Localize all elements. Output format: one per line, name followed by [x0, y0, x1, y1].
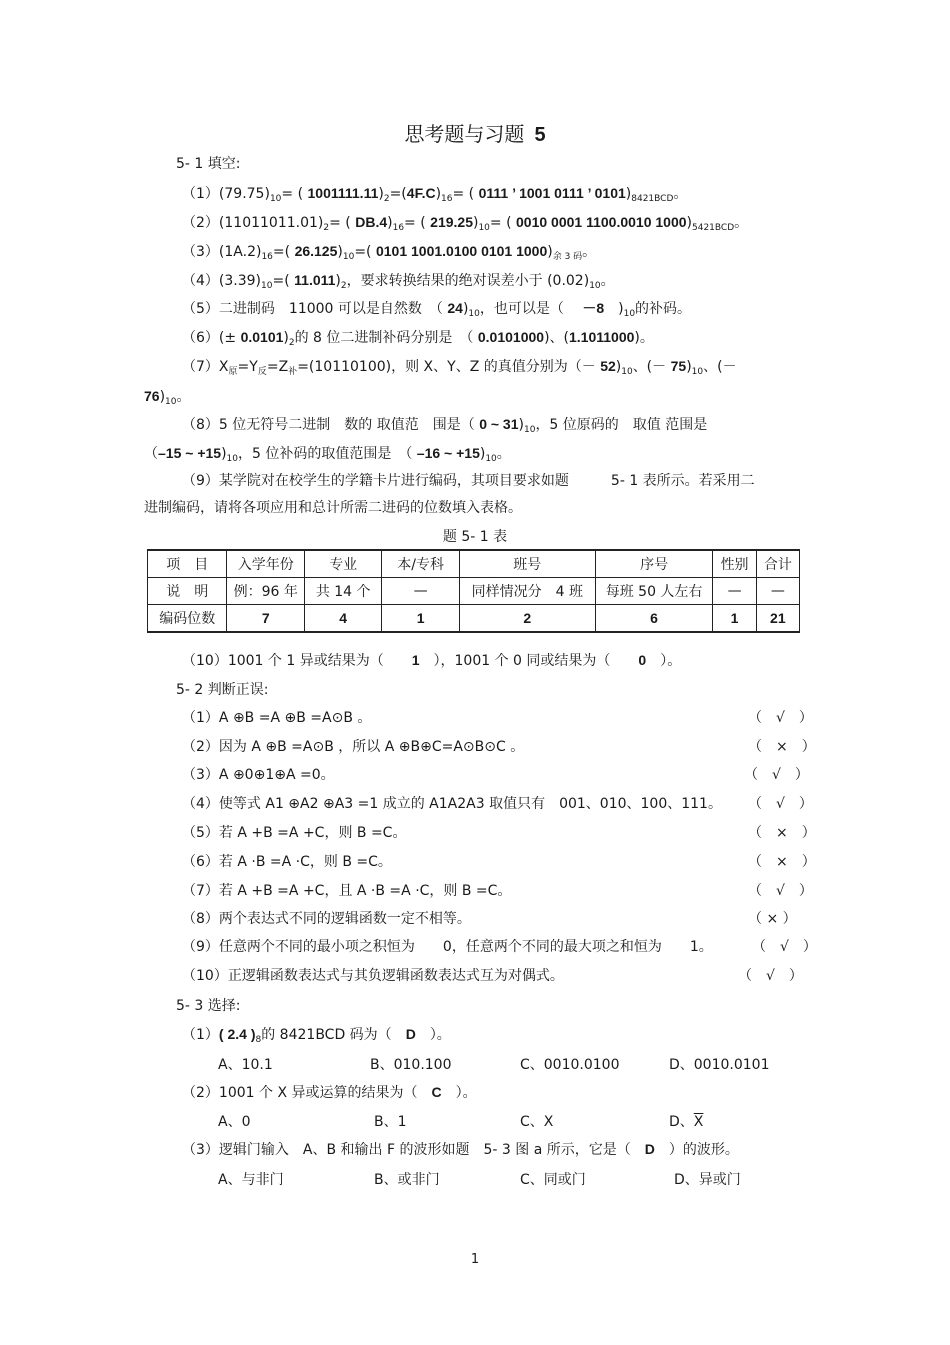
- judge-item-2: （2）因为 A ⊕B =A⊙B ，所以 A ⊕B⊕C=A⊙B⊙C 。: [182, 739, 525, 755]
- judge-mark-2: （ × ）: [748, 739, 816, 755]
- choice-option: D、$\overline{X}$: [669, 1114, 704, 1130]
- judge-mark-5: （ × ）: [748, 825, 816, 841]
- judge-item-4: （4）使等式 A1 ⊕A2 ⊕A3 =1 成立的 A1A2A3 取值只有 001、010、100、111。: [182, 796, 722, 812]
- table-row: 项 目 入学年份 专业 本/专科 班号 序号 性别 合计: [148, 550, 800, 578]
- question-1-7: $(7)X_原=Y_反=Z_补=(10110100)$，则 X、Y、Z 的真值分别为（－ $52)_{10}$、(－ $75)_{10}$、(－: [182, 358, 737, 377]
- choice-question-1: （1）( 2.4 )$_8$的 8421BCD 码为（ D ）。: [182, 1026, 451, 1045]
- question-1-5: （5）二进制码 11000 可以是自然数 （ $24)_{10}$，也可以是（ －8 )$_{10}$的补码。: [182, 300, 692, 319]
- choice-option: B、或非门: [374, 1172, 440, 1188]
- judge-mark-4: （ √ ）: [748, 796, 813, 812]
- choice-option: C、0010.0100: [520, 1057, 620, 1073]
- choice-question-2: （2）1001 个 X 异或运算的结果为（ C ）。: [182, 1084, 477, 1101]
- judge-item-3: （3）A ⊕0⊕1⊕A =0。: [182, 767, 335, 783]
- choice-option: C、同或门: [520, 1172, 586, 1188]
- question-1-4: $(4)(3.39)_{10}=$( $11.011)_2$，要求转换结果的绝对误差小于 $(0.02)_{10}$。: [182, 272, 615, 291]
- question-1-1: $(1)(79.75)_{10}=$ ( $1001111.11)_2=(4F.C)_{16}=$ ( 0111 ’ 1001 0111 ’ $0101)_{8421BCD}$。: [182, 185, 688, 204]
- judge-mark-10: （ √ ）: [738, 968, 803, 984]
- page-number: 1: [470, 1252, 480, 1267]
- question-1-10: （10）1001 个 1 异或结果为（ 1 ），1001 个 0 同或结果为（ 0 ）。: [182, 652, 682, 669]
- question-1-9-cont: 进制编码，请将各项应用和总计所需二进码的位数填入表格。: [144, 500, 522, 516]
- judge-item-9: （9）任意两个不同的最小项之积恒为 0，任意两个不同的最大项之和恒为 1。: [182, 939, 713, 955]
- judge-mark-6: （ × ）: [748, 854, 816, 870]
- question-1-8-cont: （–15 ~ $+15)_{10}$，5 位补码的取值范围是 （ –16 ~ $+15)_{10}$。: [144, 445, 511, 464]
- judge-item-6: （6）若 A ·B =A ·C，则 B =C。: [182, 854, 392, 870]
- choice-option: A、与非门: [218, 1172, 284, 1188]
- table-row: 编码位数 7 4 1 2 6 1 21: [148, 605, 800, 633]
- judge-mark-3: （ √ ）: [744, 767, 809, 783]
- question-1-2: $(2)(11011011.01)_2=$ ( $DB.4)_{16}=$ ( $219.25)_{10}=$ ( 0010 0001 1100.0010 $1000)_{5421BCD}$。: [182, 214, 749, 233]
- question-1-3: $(3)(1A.2)_{16}=$( $26.125)_{10}=$( 0101 1001.0100 0101 $1000)_{余 3 码}$。: [182, 243, 597, 262]
- choice-option: D、0010.0101: [669, 1057, 770, 1073]
- judge-item-10: （10）正逻辑函数表达式与其负逻辑函数表达式互为对偶式。: [182, 968, 564, 984]
- page-title: 思考题与习题 5: [404, 122, 546, 146]
- choice-option: D、异或门: [674, 1172, 741, 1188]
- judge-item-5: （5）若 A +B =A +C，则 B =C。: [182, 825, 407, 841]
- choice-options-1: A、10.1: [218, 1057, 273, 1073]
- judge-mark-9: （ √ ）: [752, 939, 817, 955]
- question-1-7-cont: $76)_{10}$。: [144, 388, 191, 407]
- judge-mark-7: （ √ ）: [748, 883, 813, 899]
- question-1-9: （9）某学院对在校学生的学籍卡片进行编码，其项目要求如题 5- 1 表所示。若采用二: [182, 473, 755, 489]
- choice-option: C、X: [520, 1114, 554, 1130]
- judge-item-1: （1）A ⊕B =A ⊕B =A⊙B 。: [182, 710, 372, 726]
- table-caption: 题 5- 1 表: [442, 529, 508, 545]
- judge-mark-8: （ × ）: [748, 911, 797, 927]
- judge-item-7: （7）若 A +B =A +C，且 A ·B =A ·C，则 B =C。: [182, 883, 512, 899]
- table-row: 说 明 例：96 年 共 14 个 — 同样情况分 4 班 每班 50 人左右 — —: [148, 578, 800, 605]
- choice-option: B、010.100: [370, 1057, 452, 1073]
- question-1-6: $(6)(\pm 0.0101)_2$的 8 位二进制补码分别是 （ 0.0101000)、(1.1011000)。: [182, 329, 654, 348]
- judge-mark-1: （ √ ）: [748, 710, 813, 726]
- section-heading-5-1: 5- 1 填空:: [176, 156, 241, 172]
- judge-item-8: （8）两个表达式不同的逻辑函数一定不相等。: [182, 911, 471, 927]
- question-1-8: （8）5 位无符号二进制 数的 取值范 围是（ 0 ~ $31)_{10}$，5 位原码的 取值 范围是: [182, 416, 708, 435]
- choice-question-3: （3）逻辑门输入 A、B 和输出 F 的波形如题 5- 3 图 a 所示，它是（ D ）的波形。: [182, 1141, 739, 1158]
- section-heading-5-2: 5- 2 判断正误:: [176, 682, 269, 698]
- encoding-table: [147, 549, 800, 633]
- choice-option: A、0: [218, 1114, 251, 1130]
- section-heading-5-3: 5- 3 选择:: [176, 998, 241, 1014]
- choice-option: B、1: [374, 1114, 407, 1130]
